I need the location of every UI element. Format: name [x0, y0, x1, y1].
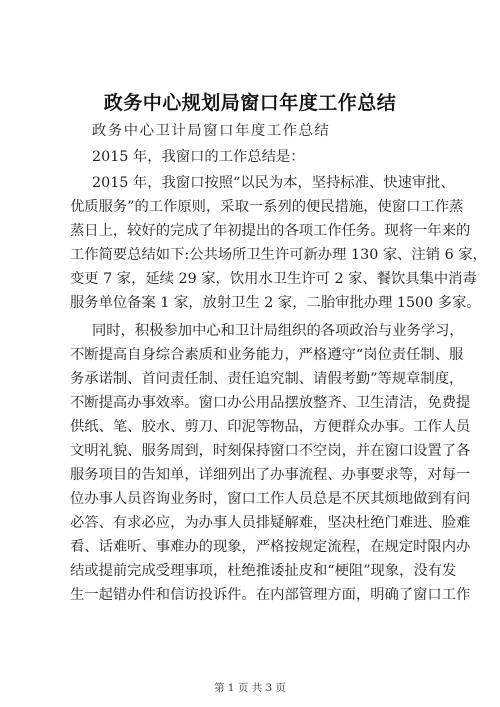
paragraph-line: 生一起错办件和信访投诉件。在内部管理方面，明确了窗口工作	[70, 587, 471, 603]
paragraph-line: 服务项目的告知单，详细列出了办事流程、办事要求等，对每一	[70, 467, 471, 483]
paragraph-line: 同时，积极参加中心和卫计局组织的各项政治与业务学习，	[92, 323, 464, 339]
paragraph-line: 必答、有求必应，为办事人员排疑解难，坚决杜绝门难进、脸难	[70, 515, 471, 531]
paragraph-line: 看、话难听、事难办的现象，严格按规定流程，在规定时限内办	[70, 539, 471, 555]
paragraph-line: 蒸日上，较好的完成了年初提出的各项工作任务。现将一年来的	[70, 223, 471, 239]
paragraph-line: 工作简要总结如下:公共场所卫生许可新办理 130 家、注销 6 家，	[70, 247, 487, 263]
paragraph-line: 结或提前完成受理事项，杜绝推诿扯皮和“梗阻”现象，没有发	[70, 563, 457, 579]
paragraph-line: 位办事人员咨询业务时，窗口工作人员总是不厌其烦地做到有问	[70, 491, 471, 507]
paragraph-line: 2015 年，我窗口按照“以民为本，坚持标准、快速审批、	[92, 175, 455, 191]
page-number-footer: 第 1 页 共 3 页	[213, 682, 287, 694]
paragraph-line: 供纸、笔、胶水、剪刀、印泥等物品，方便群众办事。工作人员	[70, 419, 471, 435]
paragraph-line: 不断提高办事效率。窗口办公用品摆放整齐、卫生清洁，免费提	[70, 395, 471, 411]
paragraph-line: 务承诺制、首问责任制、责任追究制、请假考勤”等规章制度，	[70, 371, 464, 387]
paragraph-line: 文明礼貌、服务周到，时刻保持窗口不空岗，并在窗口设置了各	[70, 443, 471, 459]
paragraph-line: 服务单位备案 1 家，放射卫生 2 家，二胎审批办理 1500 多家。	[70, 295, 481, 311]
document-subtitle: 政务中心卫计局窗口年度工作总结	[92, 123, 331, 139]
document-title: 政务中心规划局窗口年度工作总结	[103, 92, 397, 114]
paragraph-line: 不断提高自身综合素质和业务能力，严格遵守“岗位责任制、服	[70, 347, 464, 363]
paragraph-line: 2015 年，我窗口的工作总结是：	[92, 149, 305, 165]
paragraph-line: 变更 7 家，延续 29 家，饮用水卫生许可 2 家、餐饮具集中消毒	[70, 271, 477, 287]
paragraph-line: 优质服务”的工作原则，采取一系列的便民措施，使窗口工作蒸	[70, 199, 464, 215]
